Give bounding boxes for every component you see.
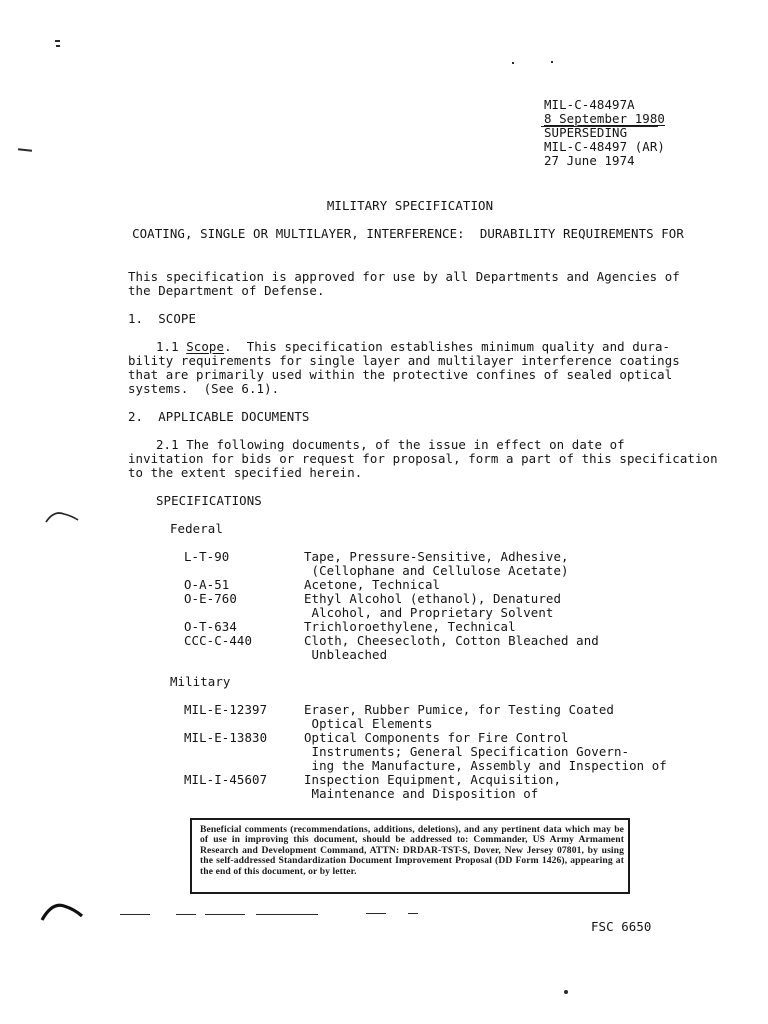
specifications-heading: SPECIFICATIONS [156,493,262,508]
fsc-code: FSC 6650 [591,919,652,934]
spec-description: Tape, Pressure-Sensitive, Adhesive, [304,549,569,564]
spec-subject: COATING, SINGLE OR MULTILAYER, INTERFERENCE: DURABILITY REQUIREMENTS FOR [132,226,684,241]
documents-paragraph-line: invitation for bids or request for proposal, form a part of this specification [128,451,718,466]
spec-description: Eraser, Rubber Pumice, for Testing Coated [304,702,614,717]
spec-code: MIL-E-12397 [184,702,268,717]
spec-heading: MILITARY SPECIFICATION [326,198,494,213]
scan-dash-line [256,914,318,915]
spec-description: Ethyl Alcohol (ethanol), Denatured [304,591,562,606]
approval-line: This specification is approved for use by all Departments and Agencies of [128,269,680,284]
scan-speck [55,40,60,42]
scan-smudge [40,900,84,924]
scan-speck [18,148,32,151]
scan-speck [564,990,568,994]
scan-dash-line [120,914,150,915]
para-text: . This specification establishes minimum quality and dura- [224,339,671,354]
scan-dash-line [205,914,245,915]
scan-dash-line [408,913,418,914]
spec-code: L-T-90 [184,549,230,564]
scan-speck [512,62,514,64]
documents-paragraph-line: to the extent specified herein. [128,465,363,480]
scan-speck [56,45,60,47]
spec-description: Optical Elements [304,716,433,731]
documents-paragraph-line: 2.1 The following documents, of the issue in effect on date of [156,437,625,452]
spec-description: Unbleached [304,647,388,662]
superseded-date: 27 June 1974 [544,153,635,168]
scan-speck [551,61,553,63]
spec-code: O-A-51 [184,577,230,592]
superseding-label: SUPERSEDING [544,125,628,140]
spec-code: O-E-760 [184,591,237,606]
spec-code: MIL-I-45607 [184,772,268,787]
federal-heading: Federal [170,521,223,536]
spec-code: MIL-E-13830 [184,730,268,745]
spec-description: Cloth, Cheesecloth, Cotton Bleached and [304,633,599,648]
scope-paragraph-first-line [156,340,670,354]
scope-paragraph-line: that are primarily used within the protective confines of sealed optical [128,367,673,382]
doc-date: 8 September 1980 [544,111,665,126]
spec-description: Optical Components for Fire Control [304,730,569,745]
spec-description: Inspection Equipment, Acquisition, [304,772,562,787]
spec-code: CCC-C-440 [184,633,253,648]
scan-dash-line [366,913,386,914]
spec-description: (Cellophane and Cellulose Acetate) [304,563,569,578]
spec-description: Instruments; General Specification Govern- [304,744,630,759]
approval-line: the Department of Defense. [128,283,325,298]
section-heading-scope: 1. SCOPE [128,311,197,326]
spec-description: Maintenance and Disposition of [304,786,539,801]
spec-description: Alcohol, and Proprietary Solvent [304,605,554,620]
spec-description: Acetone, Technical [304,577,441,592]
comments-notice-text: Beneficial comments (recommendations, additions, deletions), and any pertinent data which may be of use in improving this document, should be addressed to: Commander, US Army Armament Research and Development Command, ATTN: DRDAR-TST-S, Dover, New Jersey 07801, by using the self-addressed Standardization Document Improvement Proposal (DD Form 1426), appearing at the end of this document, or by letter. [200,824,624,877]
spec-description: Trichloroethylene, Technical [304,619,516,634]
military-heading: Military [170,674,231,689]
scan-smudge [44,508,80,526]
spec-code: O-T-634 [184,619,237,634]
scope-paragraph-line: bility requirements for single layer and multilayer interference coatings [128,353,680,368]
spec-description: ing the Manufacture, Assembly and Inspection of [304,758,667,773]
para-number: 1.1 [156,339,187,354]
scope-paragraph-line: systems. (See 6.1). [128,381,280,396]
superseded-doc: MIL-C-48497 (AR) [544,139,665,154]
doc-number: MIL-C-48497A [544,97,635,112]
scan-dash-line [176,914,196,915]
section-heading-documents: 2. APPLICABLE DOCUMENTS [128,409,310,424]
para-title: Scope [186,339,225,354]
